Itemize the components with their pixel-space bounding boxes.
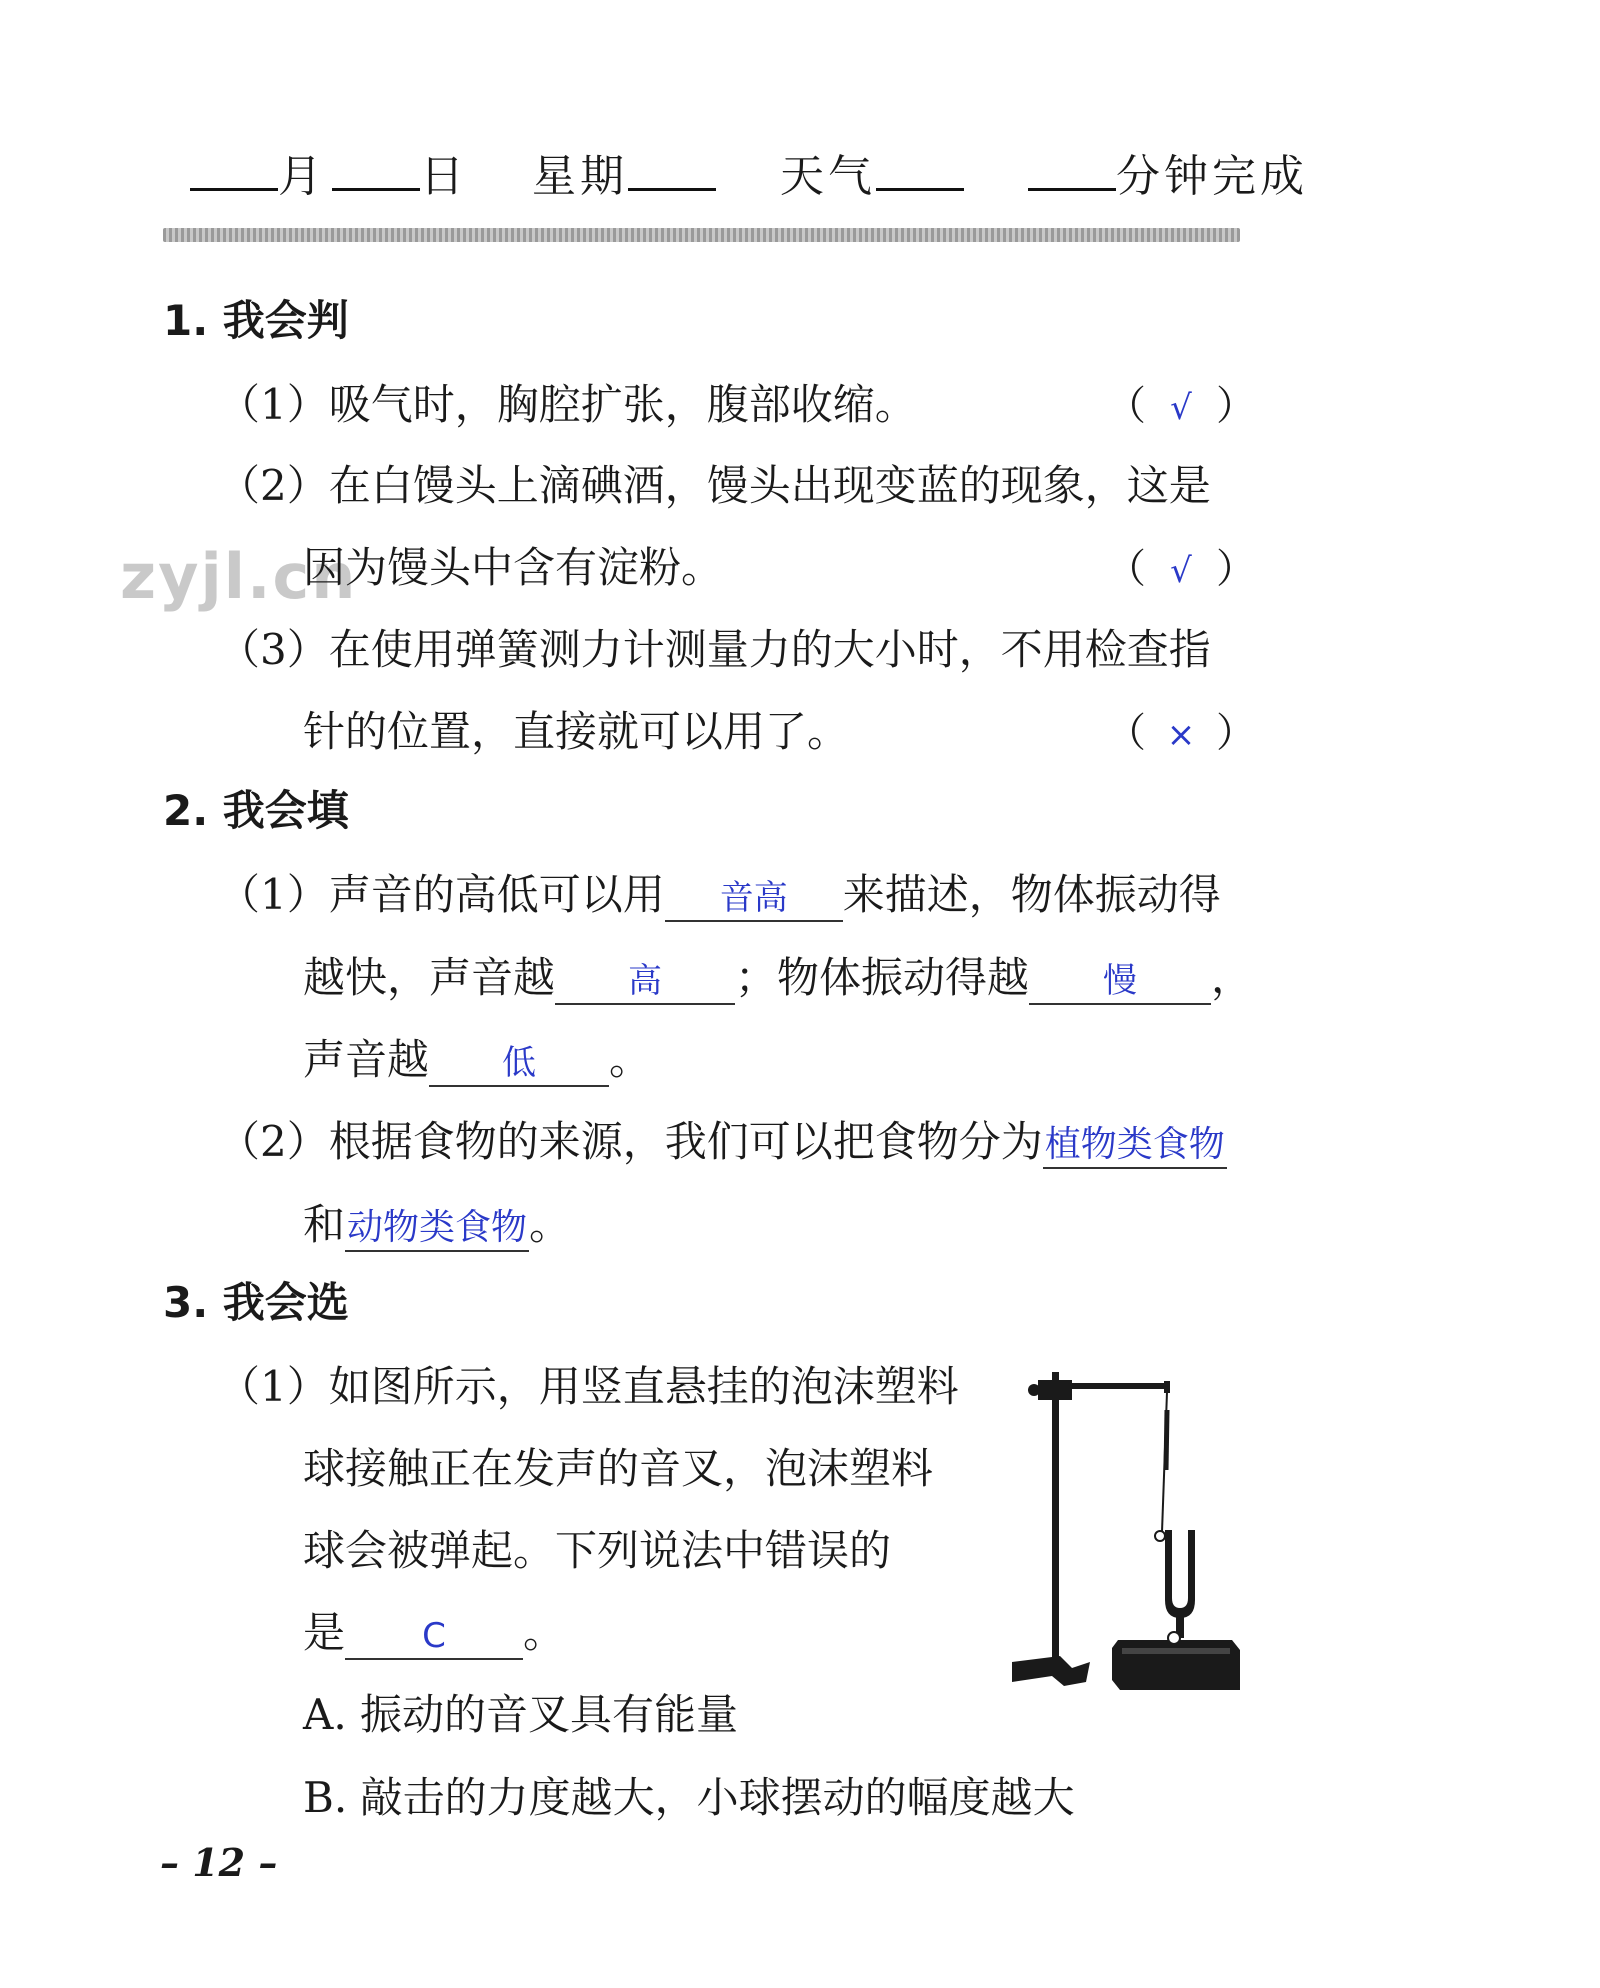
- option-a[interactable]: A. 振动的音叉具有能量: [303, 1690, 739, 1739]
- question-text: ；物体振动得越: [735, 953, 1030, 1002]
- date-header: [190, 140, 1308, 204]
- item-number: （2）: [218, 1117, 329, 1166]
- item-number: （1）: [218, 380, 329, 429]
- section2-title: 2. 我会填: [163, 786, 349, 835]
- fill-q2-line2: [303, 1192, 571, 1252]
- question-text: 。: [529, 1200, 572, 1249]
- judge-answer-2[interactable]: （ √ ）: [1106, 546, 1256, 592]
- day-blank[interactable]: [332, 188, 420, 191]
- item-text: 在白馒头上滴碘酒，馒头出现变蓝的现象，这是: [328, 461, 1211, 510]
- item-number: （3）: [218, 625, 329, 674]
- answer-pitch[interactable]: 音高: [665, 876, 843, 922]
- page-number: – 12 –: [160, 1840, 278, 1885]
- header-divider: [163, 228, 1240, 242]
- fill-q1-line3: [303, 1027, 651, 1087]
- judge-item-1: [218, 372, 917, 432]
- section3-title: 3. 我会选: [163, 1278, 349, 1327]
- question-text: 声音的高低可以用: [328, 870, 665, 919]
- question-text: 根据食物的来源，我们可以把食物分为: [328, 1117, 1043, 1166]
- weather-label: 天气: [780, 151, 876, 202]
- answer-choice[interactable]: C: [345, 1614, 523, 1660]
- choice-q1-line3: 球会被弹起。下列说法中错误的: [303, 1526, 892, 1575]
- question-text: 越快，声音越: [303, 953, 556, 1002]
- answer-plant-food[interactable]: 植物类食物: [1043, 1116, 1227, 1169]
- answer-animal-food[interactable]: 动物类食物: [345, 1199, 529, 1252]
- question-text: 如图所示，用竖直悬挂的泡沫塑料: [328, 1362, 959, 1411]
- judge-item-3-cont: 针的位置，直接就可以用了。: [303, 707, 850, 756]
- judge-item-2-cont: 因为馒头中含有淀粉。: [303, 543, 724, 592]
- minutes-blank[interactable]: [1028, 188, 1116, 191]
- question-text: 。: [523, 1608, 566, 1657]
- question-text: 声音越: [303, 1035, 430, 1084]
- question-text: 和: [303, 1200, 346, 1249]
- item-text: 在使用弹簧测力计测量力的大小时，不用检查指: [328, 625, 1211, 674]
- answer-slow[interactable]: 慢: [1029, 959, 1211, 1005]
- cross-mark: ×: [1166, 715, 1196, 755]
- month-label: 月: [278, 151, 326, 202]
- judge-item-2: [218, 453, 1211, 513]
- question-text: 。: [609, 1035, 652, 1084]
- fill-q1-line1: [218, 862, 1221, 922]
- weekday-blank[interactable]: [628, 188, 716, 191]
- fill-q1-line2: [303, 945, 1253, 1005]
- choice-q1-line1: [218, 1354, 959, 1414]
- item-number: （1）: [218, 870, 329, 919]
- weekday-label: 星期: [532, 151, 628, 202]
- check-mark: √: [1170, 551, 1192, 591]
- item-number: （2）: [218, 461, 329, 510]
- judge-answer-3[interactable]: （ × ）: [1106, 710, 1256, 756]
- question-text: 是: [303, 1608, 346, 1657]
- day-label: 日: [420, 151, 468, 202]
- check-mark: √: [1170, 388, 1192, 428]
- minutes-label: 分钟完成: [1116, 151, 1308, 202]
- answer-low[interactable]: 低: [429, 1041, 609, 1087]
- tuning-fork-apparatus-figure: [1000, 1350, 1250, 1720]
- choice-q1-line2: 球接触正在发声的音叉，泡沫塑料: [303, 1444, 934, 1493]
- judge-answer-1[interactable]: （ √ ）: [1106, 383, 1256, 429]
- fill-q2-line1: [218, 1109, 1227, 1169]
- question-text: 来描述，物体振动得: [842, 870, 1221, 919]
- question-text: ，: [1211, 953, 1254, 1002]
- item-number: （1）: [218, 1362, 329, 1411]
- item-text: 吸气时，胸腔扩张，腹部收缩。: [328, 380, 917, 429]
- option-b[interactable]: B. 敲击的力度越大，小球摆动的幅度越大: [303, 1773, 1075, 1822]
- month-blank[interactable]: [190, 188, 278, 191]
- answer-high[interactable]: 高: [555, 959, 735, 1005]
- watermark: zyjl.cn: [120, 540, 358, 613]
- section1-title: 1. 我会判: [163, 296, 349, 345]
- judge-item-3: [218, 617, 1211, 677]
- weather-blank[interactable]: [876, 188, 964, 191]
- choice-q1-line4: [303, 1600, 565, 1660]
- page-number-value: 12: [192, 1840, 246, 1885]
